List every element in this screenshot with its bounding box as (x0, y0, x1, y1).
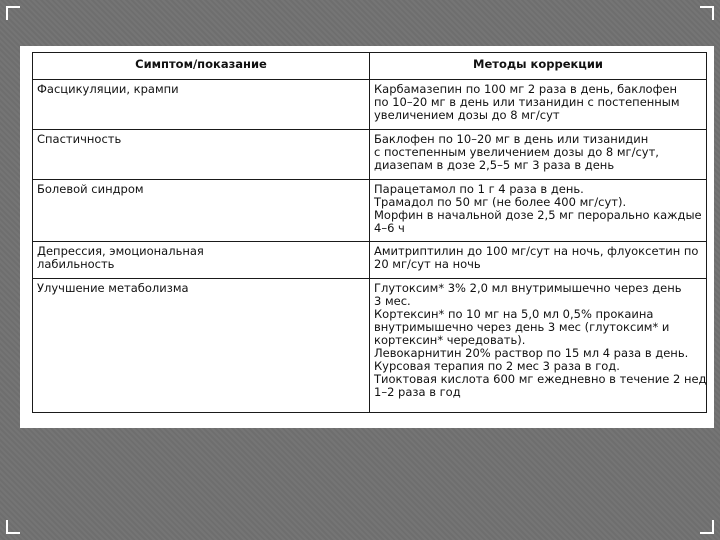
corner-ornament (700, 6, 714, 20)
cell-line: Баклофен по 10–20 мг в день или тизанидин (374, 132, 649, 146)
table-row (33, 242, 707, 279)
cell-line: Левокарнитин 20% раствор по 15 мл 4 раза в день. (374, 346, 689, 360)
cell-line: Трамадол по 50 мг (не более 400 мг/сут). (374, 195, 627, 209)
document-sheet (20, 46, 714, 428)
cell-line: Курсовая терапия по 2 мес 3 раза в год. (374, 359, 620, 373)
cell-line: Улучшение метаболизма (37, 281, 189, 295)
symptom-cell (33, 130, 370, 180)
cell-line: Фасцикуляции, крампи (37, 82, 179, 96)
methods-cell (370, 242, 707, 279)
cell-line: Болевой синдром (37, 182, 144, 196)
cell-line: 1–2 раза в год (374, 385, 461, 399)
methods-cell (370, 80, 707, 130)
cell-line: по 10–20 мг в день или тизанидин с постепенным (374, 95, 680, 109)
cell-line: 4–6 ч (374, 221, 405, 235)
table-row (33, 180, 707, 242)
cell-line: диазепам в дозе 2,5–5 мг 3 раза в день (374, 158, 615, 172)
cell-line: Спастичность (37, 132, 122, 146)
cell-line: кортексин* чередовать). (374, 333, 526, 347)
symptom-cell (33, 80, 370, 130)
cell-line: 3 мес. (374, 294, 411, 308)
symptom-cell (33, 279, 370, 413)
column-header-symptom: Симптом/показание (33, 53, 370, 80)
symptom-cell (33, 180, 370, 242)
cell-line: Амитриптилин до 100 мг/сут на ночь, флуоксетин по (374, 244, 699, 258)
cell-line: Кортексин* по 10 мг на 5,0 мл 0,5% прокаина (374, 307, 654, 321)
methods-cell (370, 279, 707, 413)
methods-cell (370, 130, 707, 180)
cell-line: увеличением дозы до 8 мг/сут (374, 108, 560, 122)
table-row (33, 279, 707, 413)
corner-ornament (6, 520, 20, 534)
corner-ornament (700, 520, 714, 534)
cell-line: Парацетамол по 1 г 4 раза в день. (374, 182, 584, 196)
cell-line: Депрессия, эмоциональная (37, 244, 204, 258)
corner-ornament (6, 6, 20, 20)
table-header-row (33, 53, 707, 80)
symptom-cell (33, 242, 370, 279)
cell-line: Карбамазепин по 100 мг 2 раза в день, баклофен (374, 82, 678, 96)
treatment-table (32, 52, 707, 413)
methods-cell (370, 180, 707, 242)
cell-line: Морфин в начальной дозе 2,5 мг перорально каждые (374, 208, 702, 222)
table-row (33, 130, 707, 180)
cell-line: Глутоксим* 3% 2,0 мл внутримышечно через день (374, 281, 682, 295)
cell-line: 20 мг/сут на ночь (374, 257, 481, 271)
cell-line: Тиоктовая кислота 600 мг ежедневно в течение 2 нед (374, 372, 707, 386)
column-header-methods: Методы коррекции (370, 53, 707, 80)
cell-line: лабильность (37, 257, 115, 271)
cell-line: внутримышечно через день 3 мес (глутоксим* и (374, 320, 670, 334)
cell-line: с постепенным увеличением дозы до 8 мг/сут, (374, 145, 659, 159)
table-row (33, 80, 707, 130)
